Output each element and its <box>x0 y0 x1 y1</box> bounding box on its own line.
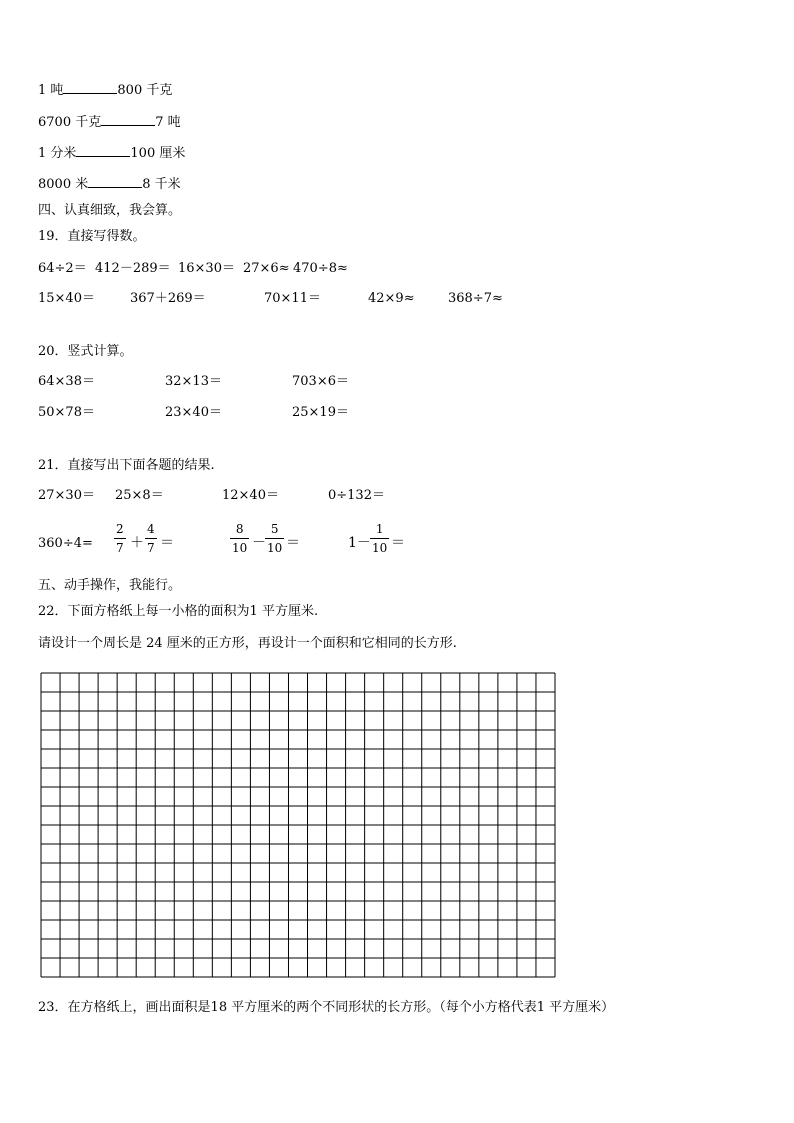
numerator: 1 <box>375 522 384 536</box>
numerator: 2 <box>116 522 124 536</box>
problem: 64×38＝ <box>38 374 95 389</box>
fraction <box>114 522 126 555</box>
conversion-row <box>38 114 181 132</box>
problem: 32×13＝ <box>165 374 222 389</box>
conversion-left: 1 分米 <box>38 146 77 161</box>
denominator: 10 <box>232 541 248 555</box>
problem: 12×40＝ <box>222 488 279 503</box>
expression-lead: 1－ <box>348 535 371 551</box>
problem: 27×6≈ <box>243 261 290 276</box>
problem: 367＋269＝ <box>130 291 206 306</box>
conversion-row <box>38 145 185 163</box>
denominator: 7 <box>116 541 124 555</box>
question-title: 21．直接写出下面各题的结果. <box>38 458 215 473</box>
fraction <box>230 522 249 555</box>
conversion-right: 7 吨 <box>155 115 181 130</box>
fraction <box>265 522 284 555</box>
problem: 50×78＝ <box>38 405 95 420</box>
operator: － <box>252 535 266 551</box>
equals-sign: ＝ <box>286 535 300 551</box>
problem: 23×40＝ <box>165 405 222 420</box>
denominator: 10 <box>372 541 388 555</box>
answer-blank[interactable] <box>101 115 155 126</box>
problem: 0÷132＝ <box>328 488 385 503</box>
equals-sign: ＝ <box>391 535 405 551</box>
numerator: 4 <box>147 522 155 536</box>
answer-blank[interactable] <box>63 83 117 94</box>
section-heading: 四、认真细致，我会算。 <box>38 203 182 218</box>
problem: 360÷4= <box>38 536 93 551</box>
problem: 412－289＝ <box>95 261 171 276</box>
conversion-left: 6700 千克 <box>38 115 102 130</box>
question-title: 22．下面方格纸上每一小格的面积为1 平方厘米. <box>38 604 319 619</box>
conversion-right: 800 千克 <box>117 83 173 98</box>
operator: ＋ <box>130 535 144 551</box>
conversion-row <box>38 176 181 194</box>
fraction <box>145 522 157 555</box>
conversion-right: 100 厘米 <box>130 146 186 161</box>
section-heading: 五、动手操作，我能行。 <box>38 578 182 593</box>
answer-blank[interactable] <box>76 146 130 157</box>
problem: 470÷8≈ <box>293 261 348 276</box>
numerator: 5 <box>270 522 279 536</box>
fraction-bar <box>370 538 389 539</box>
problem: 70×11＝ <box>264 291 321 306</box>
graph-paper-grid[interactable] <box>40 672 556 978</box>
numerator: 8 <box>235 522 244 536</box>
fraction-bar <box>230 538 249 539</box>
problem: 27×30＝ <box>38 488 95 503</box>
conversion-right: 8 千米 <box>142 177 181 192</box>
problem: 25×8＝ <box>115 488 164 503</box>
denominator: 7 <box>147 541 155 555</box>
conversion-left: 8000 米 <box>38 177 89 192</box>
question-title: 19．直接写得数。 <box>38 229 146 244</box>
fraction-bar <box>265 538 284 539</box>
answer-blank[interactable] <box>88 177 142 188</box>
problem: 16×30＝ <box>178 261 235 276</box>
conversion-left: 1 吨 <box>38 83 64 98</box>
fraction-bar <box>145 538 157 539</box>
problem: 368÷7≈ <box>448 291 503 306</box>
problem: 42×9≈ <box>368 291 415 306</box>
problem: 15×40＝ <box>38 291 95 306</box>
problem: 703×6＝ <box>292 374 349 389</box>
problem: 25×19＝ <box>292 405 349 420</box>
fraction <box>370 522 389 555</box>
denominator: 10 <box>267 541 283 555</box>
equals-sign: ＝ <box>160 535 174 551</box>
conversion-row <box>38 82 172 100</box>
question-instruction: 请设计一个周长是 24 厘米的正方形，再设计一个面积和它相同的长方形. <box>38 636 457 651</box>
question-title: 20．竖式计算。 <box>38 344 133 359</box>
fraction-bar <box>114 538 126 539</box>
question-title: 23．在方格纸上，画出面积是18 平方厘米的两个不同形状的长方形。（每个小方格代表1 平方厘米） <box>38 1000 615 1015</box>
problem: 64÷2＝ <box>38 261 87 276</box>
